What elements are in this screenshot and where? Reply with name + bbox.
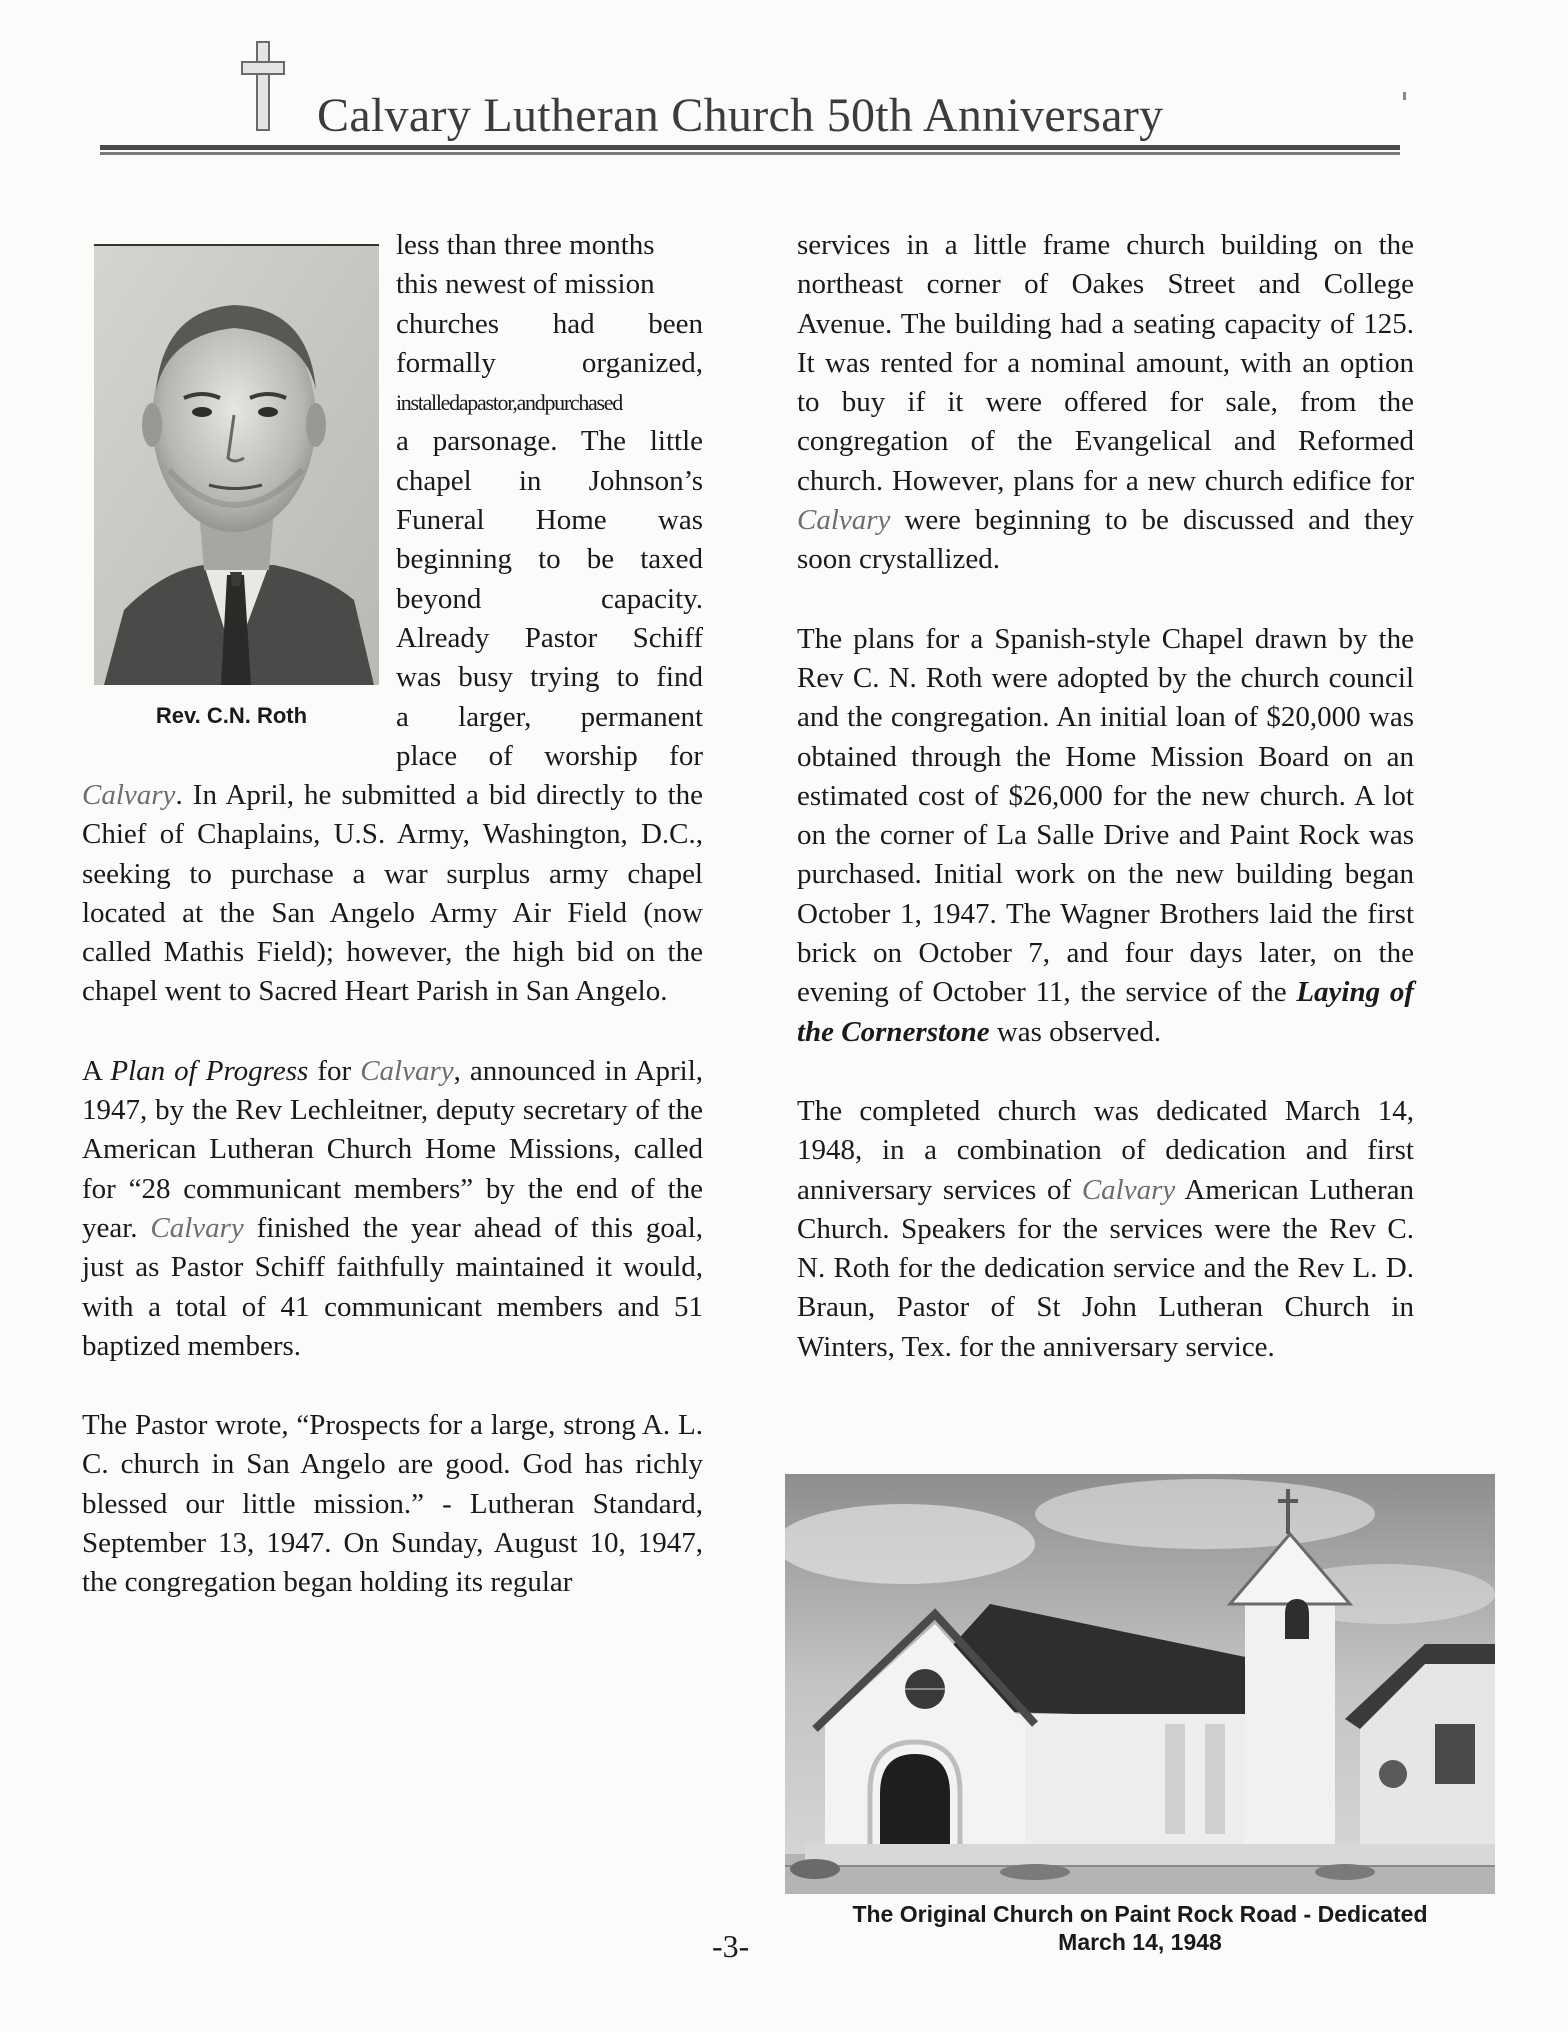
calvary-name: Calvary: [1081, 1173, 1176, 1206]
plan-of-progress: Plan of Progress: [110, 1054, 309, 1087]
paragraph: The completed church was dedicated March 14, 1948, in a combination of dedication and first anniversary services of Calvary American Lutheran Church. Speakers for the services were the Rev C. N. Roth for the dedication service and the Rev L. D. Braun, Pastor of St John Lutheran Church in Winters, Tex. for the anniversary service.: [797, 1094, 1414, 1363]
wrap-line: beyond capacity.: [396, 582, 703, 615]
page-number: -3-: [712, 1928, 750, 1964]
calvary-name: Calvary: [360, 1054, 454, 1087]
paragraph: The plans for a Spanish-style Chapel drawn by the Rev C. N. Roth were adopted by the church council and the congregation. An initial loan of $20,000 was obtained through the Home Mission Board on an estimated cost of $26,000 for the new church. A lot on the corner of La Salle Drive and Paint Rock was purchased. Initial work on the new building began October 1, 1947. The Wagner Brothers laid the first brick on October 7, and four days later, on the evening of October 11, the service of the Laying of the Cornerstone was observed.: [797, 622, 1414, 1048]
wrap-line: installedapastor,andpurchased: [396, 390, 622, 416]
church-photo-caption: The Original Church on Paint Rock Road - Dedicated March 14, 1948: [852, 1901, 1428, 1955]
calvary-name: Calvary: [150, 1211, 244, 1244]
paragraph: A Plan of Progress for Calvary, announced in April, 1947, by the Rev Lechleitner, deputy secretary of the American Lutheran Church Home Missions, called for “28 communicant members” by the end of the year. Calvary finished the year ahead of this goal, just as Pastor Schiff faithfully maintained it would, with a total of 41 communicant members and 51 baptized members.: [82, 1054, 703, 1362]
wrap-line: beginning to be taxed: [396, 543, 703, 576]
margin-mark: [1403, 92, 1406, 100]
paragraph: services in a little frame church building on the northeast corner of Oakes Street and College Avenue. The building had a seating capacity of 125. It was rented for a nominal amount, with an option to buy if it were offered for sale, from the congregation of the Evangelical and Reformed church. However, plans for a new church edifice for Calvary were beginning to be discussed and they soon crystallized.: [797, 229, 1414, 576]
church-photo: [785, 1474, 1495, 1894]
wrap-line: less than three months: [396, 229, 655, 261]
wrap-line: was busy trying to find: [396, 661, 703, 694]
paragraph: The Pastor wrote, “Prospects for a large, strong A. L. C. church in San Angelo are good. God has richly blessed our little mission.” - Lutheran Standard, September 13, 1947. On Sunday, August 10, 1947, the congregation began holding its regular: [82, 1409, 703, 1599]
right-column-body: [797, 226, 1414, 1367]
portrait-photo: [84, 240, 379, 700]
calvary-name: Calvary: [797, 504, 891, 537]
left-column-body: [82, 776, 703, 1603]
page-header: [100, 30, 1400, 160]
wrap-line: this newest of mission: [396, 268, 655, 301]
left-column-wrap: [396, 226, 703, 776]
wrap-line: Already Pastor Schiff: [396, 621, 703, 654]
calvary-name: Calvary: [82, 779, 176, 811]
wrap-line: formally organized,: [396, 346, 703, 379]
wrap-line: a parsonage. The little: [396, 425, 703, 458]
header-rule: [100, 145, 1400, 150]
wrap-line: churches had been: [396, 307, 703, 340]
cross-icon: [240, 40, 286, 132]
header-rule-thin: [100, 152, 1400, 155]
portrait-caption: Rev. C.N. Roth: [155, 703, 308, 728]
wrap-line: a larger, permanent: [396, 700, 703, 733]
cornerstone-phrase: Laying of the Cornerstone: [797, 976, 1414, 1048]
paragraph: Calvary. In April, he submitted a bid directly to the Chief of Chaplains, U.S. Army, Washington, D.C., seeking to purchase a war surplus army chapel located at the San Angelo Army Air Field (now called Mathis Field); however, the high bid on the chapel went to Sacred Heart Parish in San Angelo.: [82, 779, 703, 1008]
wrap-line: chapel in Johnson’s: [396, 464, 703, 497]
wrap-line: Funeral Home was: [396, 504, 703, 537]
wrap-line: place of worship for: [396, 739, 703, 772]
page-title: Calvary Lutheran Church 50th Anniversary: [317, 89, 1164, 142]
